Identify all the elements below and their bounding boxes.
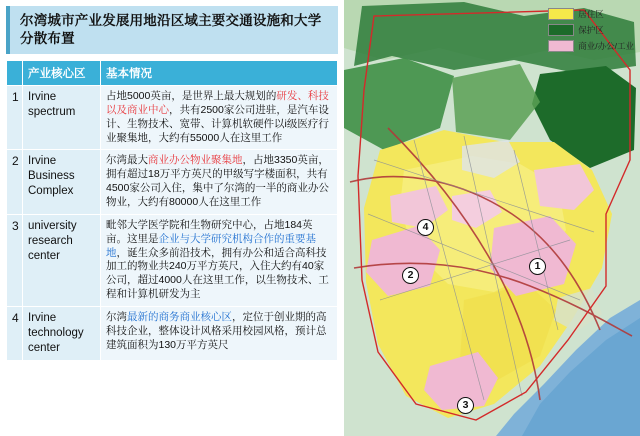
- table-header-row: [7, 61, 338, 86]
- page-title: [6, 6, 338, 54]
- legend-swatch-commercial: [548, 40, 574, 52]
- map-marker-1[interactable]: 1: [529, 258, 546, 275]
- zone-name: Irvine Business Complex: [23, 150, 101, 214]
- zone-description: [101, 150, 338, 214]
- description-segment: 企业与大学研究机构合作的重要基地: [106, 232, 316, 259]
- legend-item-protected: [548, 24, 634, 36]
- description-segment: 最新的商务商业核心区: [127, 311, 232, 324]
- description-segment: 尔湾最大: [106, 154, 148, 167]
- table-row: [7, 86, 338, 150]
- table-header-zone: 产业核心区: [23, 61, 101, 86]
- legend-swatch-protected: [548, 24, 574, 36]
- table-header-description: 基本情况: [101, 61, 338, 86]
- legend-label-commercial: 商业/办公/工业: [578, 41, 634, 51]
- legend-item-residential: [548, 8, 634, 20]
- zone-name: university research center: [23, 214, 101, 306]
- zone-name: Irvine spectrum: [23, 86, 101, 150]
- legend-label-residential: 居住区: [578, 9, 604, 19]
- table-row: [7, 214, 338, 306]
- zone-index: 2: [7, 150, 23, 214]
- description-segment: 占地5000英亩，是世界上最大规划的: [106, 90, 277, 102]
- description-segment: ，诞生众多前沿技术，拥有办公和适合高科技加工的物业共240万平方英尺，入住大约有40家公司，超过4000人在这里工作，以生物技术、工程和计算机研发为主: [106, 246, 329, 301]
- description-segment: 研发、科技以及商业中心: [106, 90, 329, 116]
- map-marker-3[interactable]: 3: [457, 397, 474, 414]
- map-legend: [548, 8, 634, 56]
- zone-index: 1: [7, 86, 23, 150]
- map-marker-4[interactable]: 4: [417, 219, 434, 236]
- zone-index: 3: [7, 214, 23, 306]
- table-row: [7, 307, 338, 361]
- zone-index: 4: [7, 307, 23, 361]
- table-header-index: [7, 61, 23, 86]
- zone-description: [101, 86, 338, 150]
- map-panel: [344, 0, 640, 436]
- description-segment: 商业办公物业聚集地: [148, 154, 243, 167]
- zone-description: [101, 307, 338, 361]
- description-segment: 尔湾: [106, 311, 127, 324]
- legend-swatch-residential: [548, 8, 574, 20]
- table-row: [7, 150, 338, 214]
- zone-name: Irvine technology center: [23, 307, 101, 361]
- description-segment: 毗邻大学医学院和生物研究中心，占地184英亩。这里是: [106, 218, 313, 245]
- legend-label-protected: 保护区: [578, 25, 604, 35]
- industry-core-zones-table: [6, 60, 338, 361]
- legend-item-commercial: [548, 40, 634, 52]
- table-body: [7, 86, 338, 361]
- irvine-land-use-map: [344, 0, 640, 436]
- description-segment: ，定位于创业期的高科技企业，整体设计风格采用校园风格，预计总建筑面积为130万平方英尺: [106, 311, 327, 351]
- map-marker-2[interactable]: 2: [402, 267, 419, 284]
- page-title-text: 尔湾城市产业发展用地沿区域主要交通设施和大学分散布置: [20, 13, 322, 47]
- description-segment: ，占地3350英亩，拥有超过18万平方英尺的甲级写字楼面积，共有4500家公司入住，集中了尔湾的一半的商业办公物业，大约有80000人在这里工作: [106, 154, 329, 209]
- zone-description: [101, 214, 338, 306]
- description-segment: ，共有2500家公司进驻，是汽车设计、生物技术、宽带、计算机软硬件以i级医疗行业聚集地，大约有55000人在这里工作: [106, 103, 329, 144]
